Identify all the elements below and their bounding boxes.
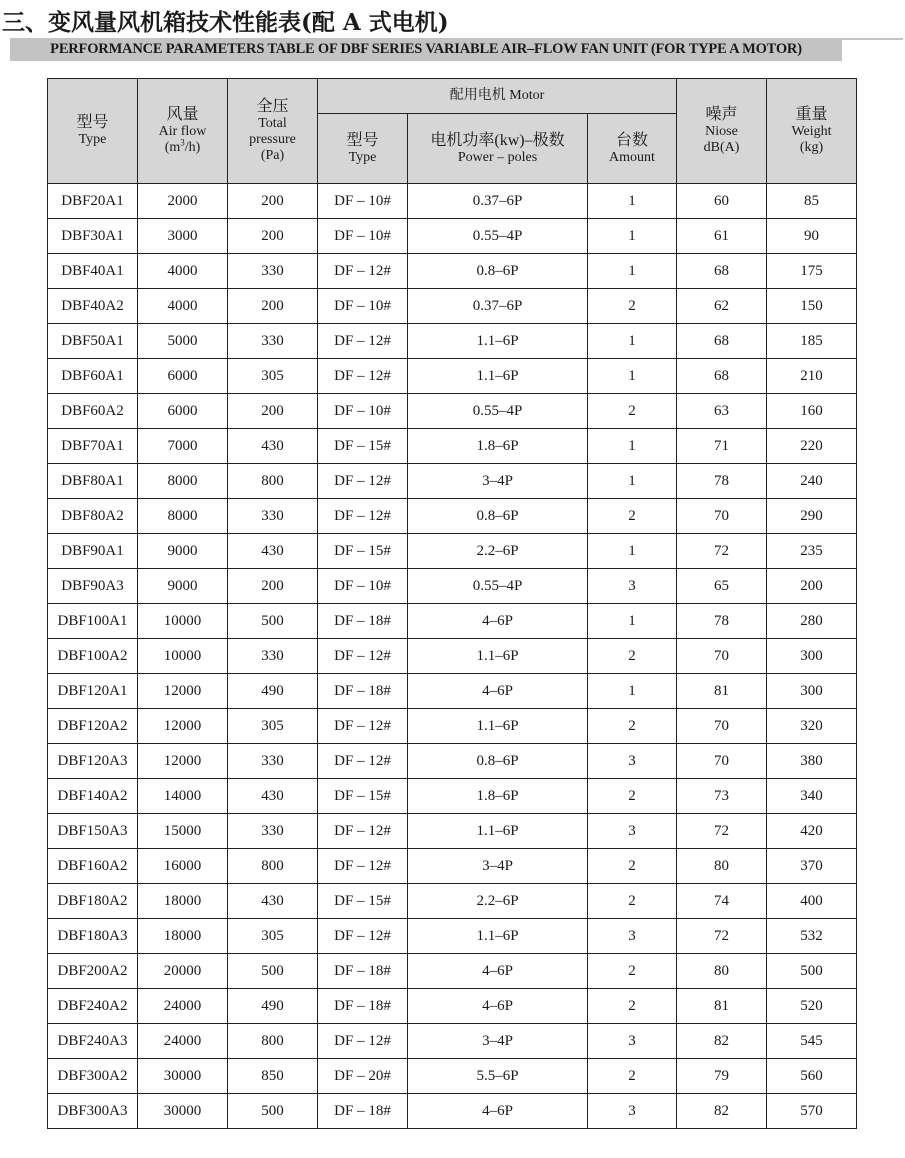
cell-airflow: 4000 (138, 289, 228, 324)
cell-noise: 72 (677, 534, 767, 569)
cell-motor-type: DF – 12# (318, 849, 408, 884)
cell-pressure: 500 (228, 954, 318, 989)
cell-motor-type: DF – 18# (318, 1094, 408, 1129)
cell-airflow: 6000 (138, 394, 228, 429)
cell-noise: 60 (677, 184, 767, 219)
cell-airflow: 15000 (138, 814, 228, 849)
cell-motor-power: 0.55–4P (408, 394, 588, 429)
table-row (48, 219, 857, 254)
cell-type: DBF120A2 (48, 709, 138, 744)
table-row (48, 499, 857, 534)
cell-motor-amount: 2 (588, 849, 677, 884)
cell-motor-amount: 3 (588, 1024, 677, 1059)
cell-type: DBF100A1 (48, 604, 138, 639)
airflow-unit: $(m^3/h)$ (164, 137, 201, 155)
cell-weight: 175 (767, 254, 857, 289)
cell-motor-power: 1.1–6P (408, 359, 588, 394)
cell-airflow: 10000 (138, 604, 228, 639)
cell-motor-amount: 1 (588, 359, 677, 394)
table-row (48, 464, 857, 499)
cell-type: DBF120A3 (48, 744, 138, 779)
page-title-english: PERFORMANCE PARAMETERS TABLE OF DBF SERIES VARIABLE AIR–FLOW FAN UNIT (FOR TYPE A MOTOR) (50, 41, 802, 57)
header-motor-type: 型号 Type (318, 114, 408, 184)
table-row (48, 289, 857, 324)
cell-motor-type: DF – 12# (318, 254, 408, 289)
cell-motor-amount: 2 (588, 499, 677, 534)
cell-weight: 150 (767, 289, 857, 324)
cell-motor-type: DF – 10# (318, 219, 408, 254)
cell-motor-type: DF – 18# (318, 954, 408, 989)
cell-pressure: 330 (228, 639, 318, 674)
cell-weight: 220 (767, 429, 857, 464)
cell-motor-power: 1.1–6P (408, 709, 588, 744)
cell-motor-type: DF – 12# (318, 919, 408, 954)
table-row (48, 919, 857, 954)
cell-type: DBF70A1 (48, 429, 138, 464)
header-pressure: 全压 Total pressure (Pa) (228, 79, 318, 184)
header-noise: 噪声 Niose dB(A) (677, 79, 767, 184)
cell-type: DBF240A3 (48, 1024, 138, 1059)
cell-pressure: 200 (228, 569, 318, 604)
cell-type: DBF80A1 (48, 464, 138, 499)
cell-type: DBF40A1 (48, 254, 138, 289)
cell-motor-type: DF – 12# (318, 709, 408, 744)
cell-pressure: 500 (228, 1094, 318, 1129)
table-row (48, 324, 857, 359)
cell-noise: 61 (677, 219, 767, 254)
cell-pressure: 200 (228, 289, 318, 324)
table-row (48, 709, 857, 744)
cell-weight: 200 (767, 569, 857, 604)
cell-noise: 62 (677, 289, 767, 324)
cell-motor-type: DF – 10# (318, 394, 408, 429)
cell-motor-power: 0.55–4P (408, 219, 588, 254)
cell-weight: 280 (767, 604, 857, 639)
table-row (48, 1094, 857, 1129)
cell-pressure: 430 (228, 429, 318, 464)
cell-pressure: 490 (228, 674, 318, 709)
cell-motor-type: DF – 18# (318, 604, 408, 639)
table-row (48, 394, 857, 429)
cell-noise: 82 (677, 1094, 767, 1129)
cell-motor-power: 0.8–6P (408, 254, 588, 289)
cell-motor-type: DF – 12# (318, 359, 408, 394)
cell-noise: 70 (677, 744, 767, 779)
cell-motor-type: DF – 15# (318, 884, 408, 919)
cell-airflow: 7000 (138, 429, 228, 464)
table-row (48, 184, 857, 219)
table-row (48, 254, 857, 289)
cell-motor-power: 5.5–6P (408, 1059, 588, 1094)
cell-weight: 300 (767, 639, 857, 674)
cell-pressure: 330 (228, 324, 318, 359)
cell-type: DBF30A1 (48, 219, 138, 254)
table-row (48, 1059, 857, 1094)
table-body (48, 184, 857, 1129)
cell-type: DBF240A2 (48, 989, 138, 1024)
cell-motor-amount: 2 (588, 884, 677, 919)
cell-motor-type: DF – 12# (318, 499, 408, 534)
cell-type: DBF20A1 (48, 184, 138, 219)
cell-type: DBF40A2 (48, 289, 138, 324)
cell-noise: 80 (677, 849, 767, 884)
table-row (48, 954, 857, 989)
cell-weight: 235 (767, 534, 857, 569)
cell-type: DBF140A2 (48, 779, 138, 814)
cell-weight: 300 (767, 674, 857, 709)
cell-pressure: 430 (228, 534, 318, 569)
cell-weight: 340 (767, 779, 857, 814)
cell-weight: 400 (767, 884, 857, 919)
table-row (48, 604, 857, 639)
cell-noise: 71 (677, 429, 767, 464)
header-motor-power: 电机功率(kw)–极数 Power – poles (408, 114, 588, 184)
cell-motor-amount: 2 (588, 709, 677, 744)
cell-motor-type: DF – 15# (318, 534, 408, 569)
cell-weight: 370 (767, 849, 857, 884)
cell-noise: 65 (677, 569, 767, 604)
cell-airflow: 2000 (138, 184, 228, 219)
cell-airflow: 5000 (138, 324, 228, 359)
cell-motor-amount: 1 (588, 674, 677, 709)
cell-noise: 68 (677, 324, 767, 359)
cell-motor-power: 1.1–6P (408, 324, 588, 359)
cell-airflow: 3000 (138, 219, 228, 254)
cell-motor-power: 0.8–6P (408, 744, 588, 779)
cell-motor-power: 3–4P (408, 1024, 588, 1059)
cell-weight: 90 (767, 219, 857, 254)
cell-noise: 81 (677, 989, 767, 1024)
cell-noise: 70 (677, 639, 767, 674)
cell-motor-power: 4–6P (408, 954, 588, 989)
table-row (48, 849, 857, 884)
cell-weight: 320 (767, 709, 857, 744)
cell-motor-power: 3–4P (408, 849, 588, 884)
cell-motor-type: DF – 10# (318, 569, 408, 604)
cell-motor-amount: 3 (588, 814, 677, 849)
cell-motor-power: 4–6P (408, 674, 588, 709)
cell-type: DBF60A1 (48, 359, 138, 394)
cell-type: DBF180A2 (48, 884, 138, 919)
table-row (48, 534, 857, 569)
cell-motor-amount: 1 (588, 429, 677, 464)
cell-noise: 63 (677, 394, 767, 429)
cell-type: DBF200A2 (48, 954, 138, 989)
cell-weight: 570 (767, 1094, 857, 1129)
cell-type: DBF180A3 (48, 919, 138, 954)
cell-airflow: 9000 (138, 534, 228, 569)
cell-type: DBF80A2 (48, 499, 138, 534)
cell-pressure: 800 (228, 849, 318, 884)
cell-motor-power: 1.8–6P (408, 429, 588, 464)
cell-motor-amount: 3 (588, 1094, 677, 1129)
cell-noise: 81 (677, 674, 767, 709)
cell-airflow: 12000 (138, 709, 228, 744)
cell-pressure: 330 (228, 254, 318, 289)
cell-motor-type: DF – 15# (318, 779, 408, 814)
cell-weight: 240 (767, 464, 857, 499)
cell-motor-type: DF – 10# (318, 184, 408, 219)
cell-motor-power: 0.37–6P (408, 289, 588, 324)
cell-pressure: 200 (228, 219, 318, 254)
table-row (48, 1024, 857, 1059)
cell-pressure: 305 (228, 359, 318, 394)
table-row (48, 744, 857, 779)
cell-type: DBF120A1 (48, 674, 138, 709)
cell-airflow: 20000 (138, 954, 228, 989)
table-row (48, 674, 857, 709)
cell-noise: 70 (677, 709, 767, 744)
cell-weight: 520 (767, 989, 857, 1024)
cell-motor-amount: 2 (588, 779, 677, 814)
cell-airflow: 10000 (138, 639, 228, 674)
cell-noise: 68 (677, 359, 767, 394)
header-row-top (48, 79, 857, 114)
cell-weight: 290 (767, 499, 857, 534)
cell-type: DBF90A3 (48, 569, 138, 604)
cell-motor-power: 1.8–6P (408, 779, 588, 814)
cell-airflow: 12000 (138, 744, 228, 779)
cell-pressure: 500 (228, 604, 318, 639)
cell-motor-type: DF – 12# (318, 814, 408, 849)
cell-motor-power: 1.1–6P (408, 814, 588, 849)
cell-motor-power: 0.8–6P (408, 499, 588, 534)
cell-airflow: 14000 (138, 779, 228, 814)
cell-airflow: 24000 (138, 1024, 228, 1059)
cell-airflow: 8000 (138, 499, 228, 534)
cell-type: DBF150A3 (48, 814, 138, 849)
cell-motor-amount: 1 (588, 219, 677, 254)
cell-motor-amount: 2 (588, 1059, 677, 1094)
cell-weight: 85 (767, 184, 857, 219)
banner-rule (842, 38, 903, 40)
cell-motor-power: 2.2–6P (408, 534, 588, 569)
cell-noise: 74 (677, 884, 767, 919)
cell-motor-type: DF – 12# (318, 324, 408, 359)
cell-motor-power: 0.55–4P (408, 569, 588, 604)
cell-type: DBF300A2 (48, 1059, 138, 1094)
cell-motor-power: 2.2–6P (408, 884, 588, 919)
cell-motor-type: DF – 12# (318, 639, 408, 674)
header-motor-group: 配用电机 Motor (318, 79, 677, 114)
cell-pressure: 330 (228, 499, 318, 534)
cell-noise: 72 (677, 814, 767, 849)
cell-airflow: 18000 (138, 884, 228, 919)
table-row (48, 884, 857, 919)
cell-noise: 82 (677, 1024, 767, 1059)
cell-pressure: 330 (228, 814, 318, 849)
cell-motor-amount: 1 (588, 184, 677, 219)
cell-motor-power: 4–6P (408, 1094, 588, 1129)
header-type: 型号 Type (48, 79, 138, 184)
cell-weight: 560 (767, 1059, 857, 1094)
table-row (48, 569, 857, 604)
cell-motor-type: DF – 12# (318, 744, 408, 779)
cell-weight: 532 (767, 919, 857, 954)
cell-type: DBF50A1 (48, 324, 138, 359)
cell-weight: 500 (767, 954, 857, 989)
cell-motor-amount: 1 (588, 324, 677, 359)
cell-type: DBF90A1 (48, 534, 138, 569)
cell-pressure: 800 (228, 464, 318, 499)
cell-motor-power: 1.1–6P (408, 919, 588, 954)
cell-weight: 420 (767, 814, 857, 849)
cell-weight: 210 (767, 359, 857, 394)
performance-table (47, 78, 857, 1129)
cell-motor-type: DF – 18# (318, 989, 408, 1024)
cell-noise: 78 (677, 464, 767, 499)
cell-motor-power: 4–6P (408, 604, 588, 639)
cell-motor-amount: 2 (588, 394, 677, 429)
cell-pressure: 430 (228, 779, 318, 814)
table-row (48, 429, 857, 464)
cell-weight: 160 (767, 394, 857, 429)
cell-type: DBF300A3 (48, 1094, 138, 1129)
cell-noise: 68 (677, 254, 767, 289)
cell-motor-amount: 2 (588, 989, 677, 1024)
table-row (48, 989, 857, 1024)
cell-noise: 79 (677, 1059, 767, 1094)
cell-motor-amount: 3 (588, 919, 677, 954)
title-banner (10, 38, 842, 61)
cell-weight: 380 (767, 744, 857, 779)
table-row (48, 359, 857, 394)
cell-weight: 545 (767, 1024, 857, 1059)
cell-airflow: 30000 (138, 1059, 228, 1094)
header-weight: 重量 Weight (kg) (767, 79, 857, 184)
cell-airflow: 6000 (138, 359, 228, 394)
cell-airflow: 16000 (138, 849, 228, 884)
cell-motor-amount: 1 (588, 534, 677, 569)
cell-airflow: 8000 (138, 464, 228, 499)
cell-airflow: 24000 (138, 989, 228, 1024)
cell-motor-type: DF – 12# (318, 1024, 408, 1059)
cell-type: DBF160A2 (48, 849, 138, 884)
cell-type: DBF100A2 (48, 639, 138, 674)
cell-motor-type: DF – 12# (318, 464, 408, 499)
cell-motor-amount: 2 (588, 289, 677, 324)
cell-airflow: 30000 (138, 1094, 228, 1129)
cell-motor-amount: 1 (588, 464, 677, 499)
cell-motor-type: DF – 15# (318, 429, 408, 464)
cell-pressure: 800 (228, 1024, 318, 1059)
cell-pressure: 200 (228, 184, 318, 219)
table-row (48, 639, 857, 674)
cell-airflow: 4000 (138, 254, 228, 289)
table-row (48, 779, 857, 814)
header-airflow: 风量 Air flow $(m^3/h)$ (138, 79, 228, 184)
cell-airflow: 18000 (138, 919, 228, 954)
cell-pressure: 305 (228, 709, 318, 744)
cell-motor-amount: 3 (588, 569, 677, 604)
cell-motor-type: DF – 20# (318, 1059, 408, 1094)
cell-noise: 73 (677, 779, 767, 814)
cell-noise: 80 (677, 954, 767, 989)
cell-noise: 70 (677, 499, 767, 534)
cell-motor-power: 0.37–6P (408, 184, 588, 219)
cell-noise: 72 (677, 919, 767, 954)
cell-pressure: 330 (228, 744, 318, 779)
cell-motor-amount: 3 (588, 744, 677, 779)
cell-motor-power: 4–6P (408, 989, 588, 1024)
table-row (48, 814, 857, 849)
cell-weight: 185 (767, 324, 857, 359)
cell-motor-amount: 1 (588, 254, 677, 289)
cell-type: DBF60A2 (48, 394, 138, 429)
cell-motor-type: DF – 18# (318, 674, 408, 709)
cell-noise: 78 (677, 604, 767, 639)
cell-airflow: 12000 (138, 674, 228, 709)
cell-motor-amount: 2 (588, 954, 677, 989)
cell-motor-power: 3–4P (408, 464, 588, 499)
cell-motor-amount: 1 (588, 604, 677, 639)
cell-pressure: 850 (228, 1059, 318, 1094)
cell-pressure: 305 (228, 919, 318, 954)
cell-pressure: 200 (228, 394, 318, 429)
cell-motor-type: DF – 10# (318, 289, 408, 324)
cell-pressure: 490 (228, 989, 318, 1024)
cell-pressure: 430 (228, 884, 318, 919)
page-title-chinese: 三、变风量风机箱技术性能表(配 A 式电机) (2, 9, 449, 36)
cell-airflow: 9000 (138, 569, 228, 604)
header-motor-amount: 台数 Amount (588, 114, 677, 184)
cell-motor-power: 1.1–6P (408, 639, 588, 674)
cell-motor-amount: 2 (588, 639, 677, 674)
